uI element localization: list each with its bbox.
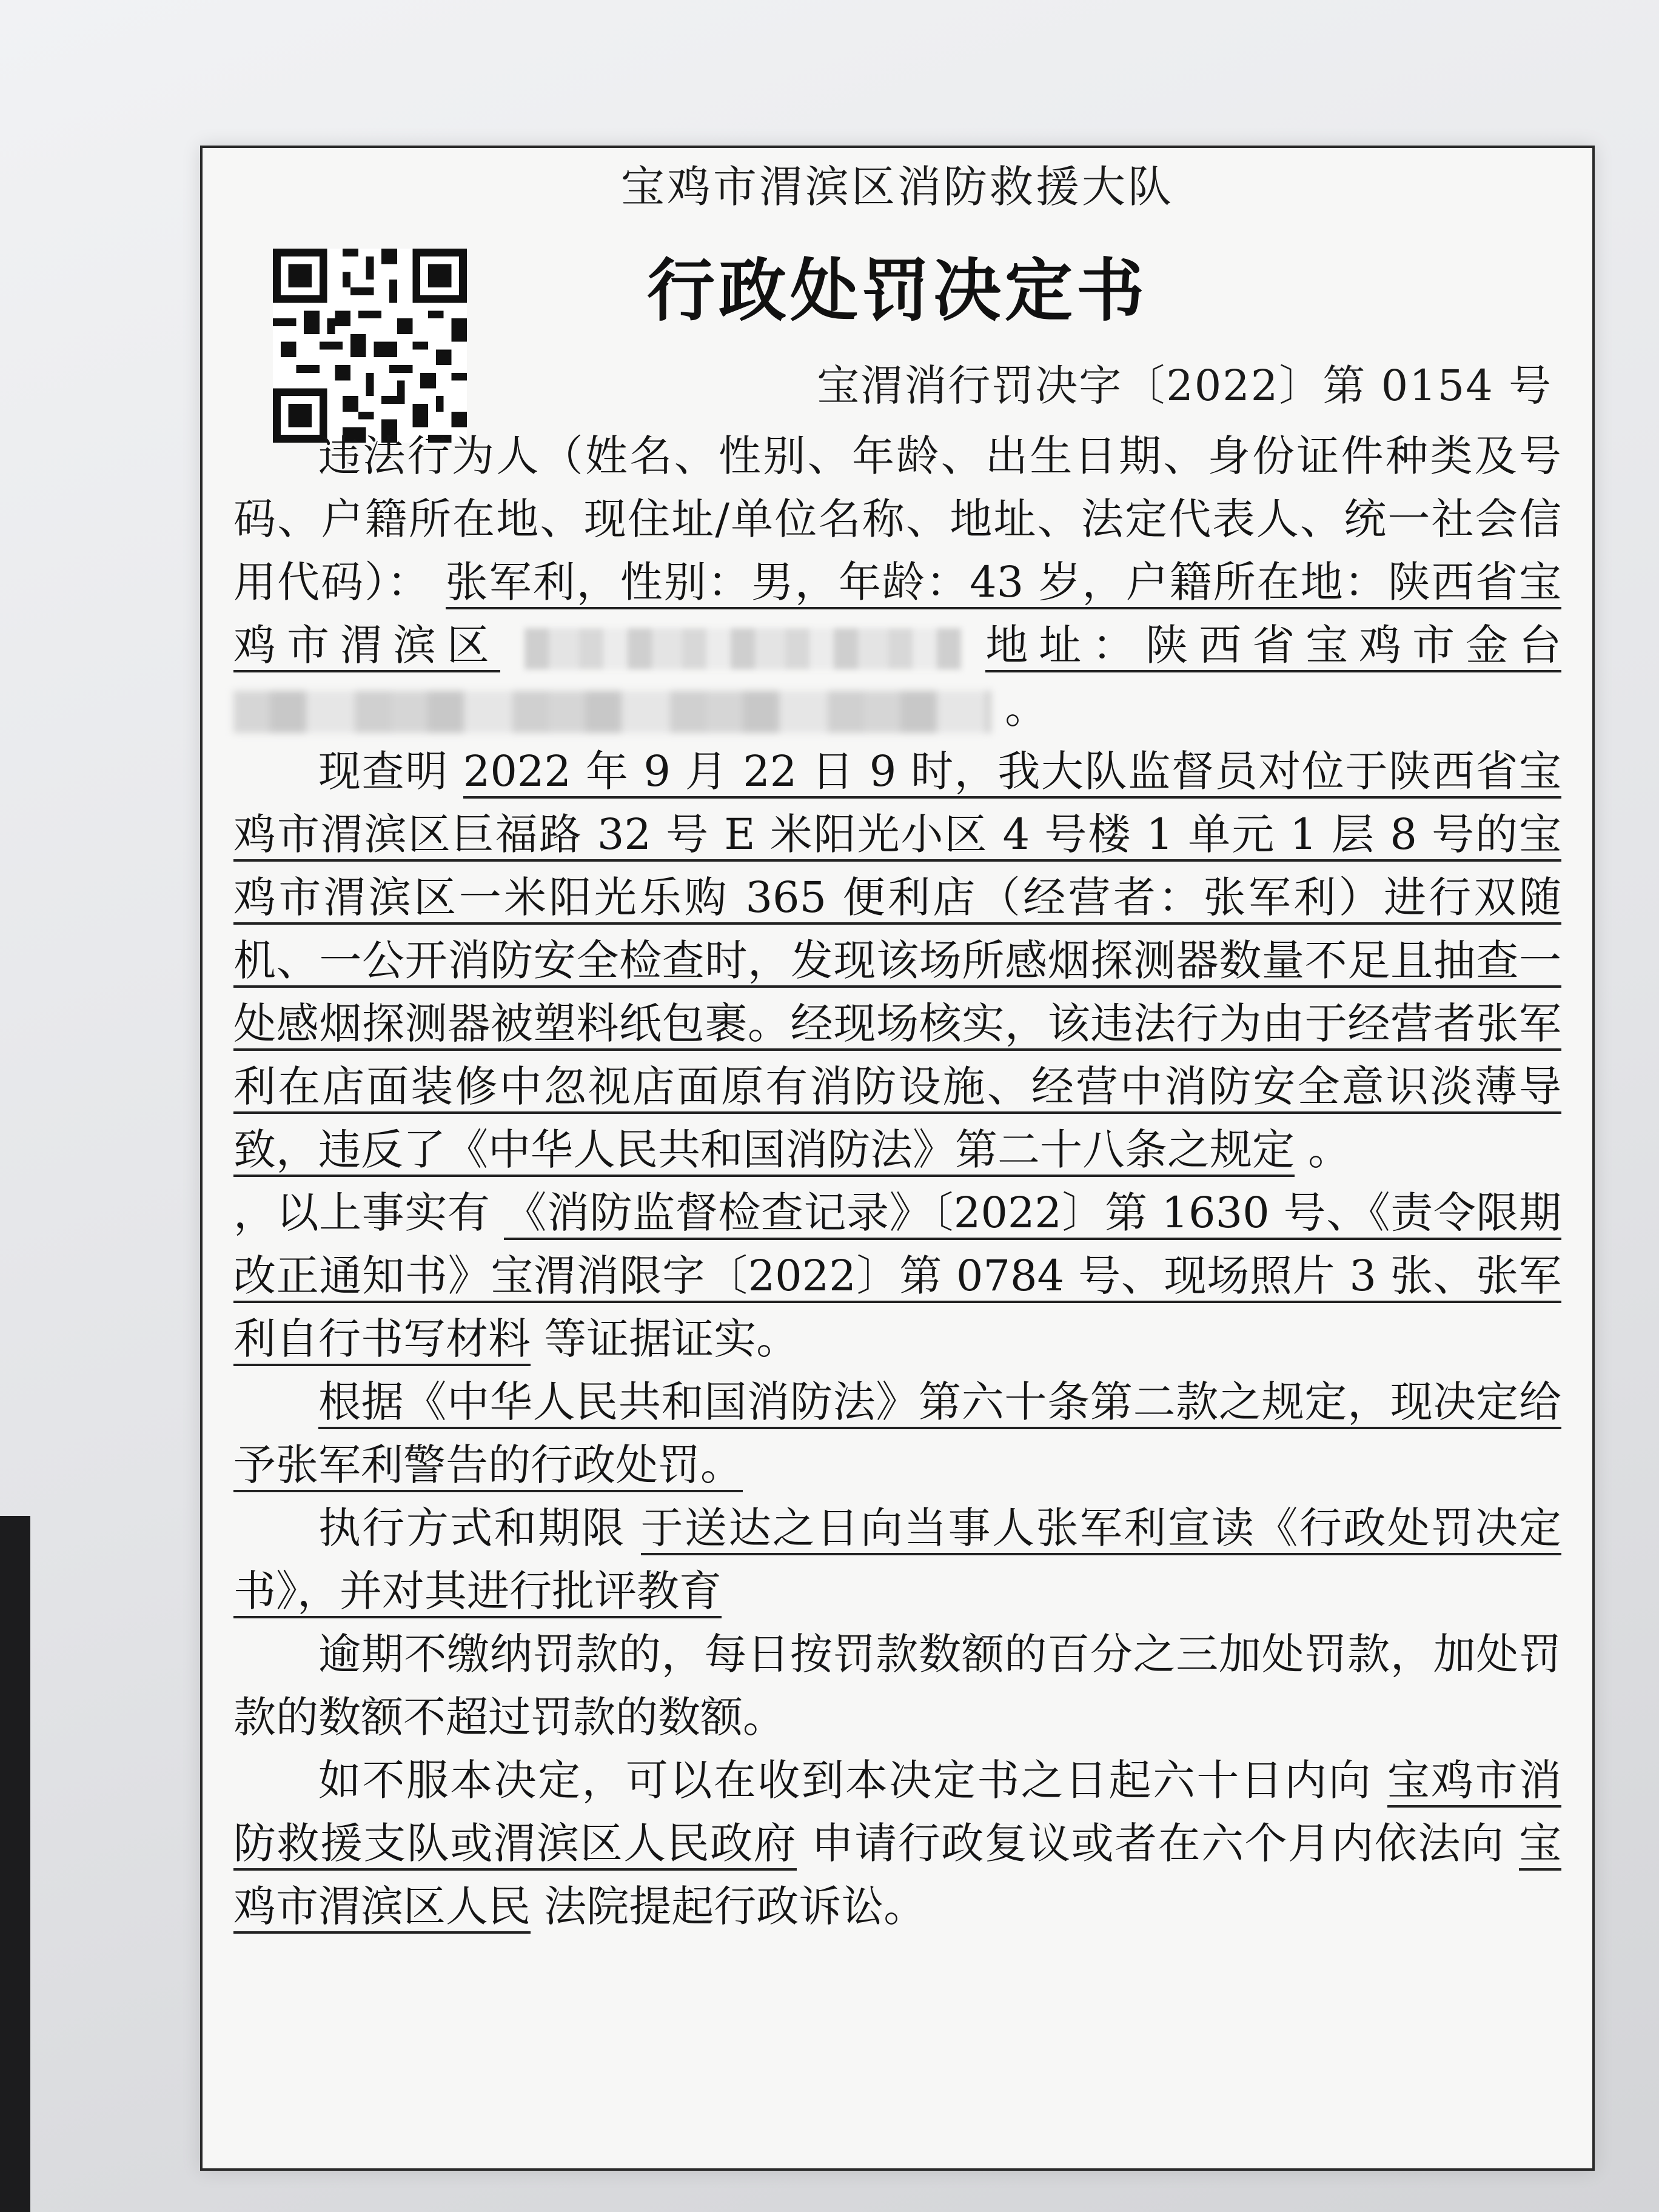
execution-text: 于送达之日向当事人张军利宣读《行政处罚决定书》，并对其进行批评教育 [233,1503,1561,1618]
document-title: 行政处罚决定书 [647,251,1148,330]
appeal-tail: 法院提起行政诉讼。 [544,1882,927,1931]
appeal-body: 宝鸡市消防救援支队或渭滨区人民政府 [233,1755,1561,1871]
facts-lead: 现查明 [318,746,449,796]
agency-name: 宝鸡市渭滨区消防救援大队 [620,161,1174,212]
execution-paragraph [233,1496,1561,1623]
table-edge [0,1516,30,2212]
evidence-list: 《消防监督检查记录》〔2022〕第 1630 号、《责令限期改正通知书》宝渭消限字〔2022〕第 0784 号、现场照片 3 张、张军利自行书写材料 [233,1188,1561,1366]
execution-label: 执行方式和期限 [318,1503,626,1553]
late-payment-paragraph [233,1623,1561,1749]
party-intro: 违法行为人（姓名、性别、年龄、出生日期、身份证件种类及号码、户籍所在地、现住址/单位名称、地址、法定代表人、统一社会信用代码）： [233,431,1561,607]
facts-text: 2022 年 9 月 22 日 9 时，我大队监督员对位于陕西省宝鸡市渭滨区巨福路 32 号 E 米阳光小区 4 号楼 1 单元 1 层 8 号的宝鸡市渭滨区一米阳光乐购 365 便利店（经营者：张军利）进行双随机、一公开消防安全检查时，发现该场所感烟探测器数量不足且抽查一处感烟探测器被塑料纸包裹。经现场核实，该违法行为由于经营者张军利在店面装修中忽视店面原有消防设施、经营中消防安全意识淡薄导致，违反了《中华人民共和国消防法》第二十八条之规定 [233,746,1561,1177]
document-body [233,424,1561,1938]
party-end: 。 [1005,683,1048,733]
redacted-area [233,691,991,733]
evidence-lead: ，以上事实有 [233,1188,491,1238]
appeal-middle: 申请行政复议或者在六个月内依法向 [811,1818,1505,1868]
evidence-tail: 等证据证实。 [544,1314,799,1364]
late-payment-text: 逾期不缴纳罚款的，每日按罚款数额的百分之三加处罚款，加处罚款的数额不超过罚款的数额。 [233,1629,1561,1742]
party-details: 张军利，性别：男，年龄：43 岁，户籍所在地：陕西省宝鸡市渭滨区 [233,557,1561,672]
document-number: 宝渭消行罚决字〔2022〕第 0154 号 [817,361,1552,411]
party-address: 地址：陕西省宝鸡市金台 [985,620,1561,672]
evidence-paragraph [233,1181,1561,1370]
qr-code-icon [273,249,467,443]
appeal-lead: 如不服本决定，可以在收到本决定书之日起六十日内向 [318,1755,1373,1805]
decision-paragraph [233,1370,1561,1496]
decision-text: 根据《中华人民共和国消防法》第六十条第二款之规定，现决定给予张军利警告的行政处罚。 [233,1377,1561,1492]
appeal-court: 宝鸡市渭滨区人民 [233,1818,1561,1934]
appeal-paragraph [233,1749,1561,1938]
facts-end: 。 [1308,1125,1351,1175]
facts-paragraph [233,740,1561,1181]
party-paragraph [233,424,1561,740]
document-page [200,146,1595,2171]
redacted-area [525,628,961,669]
